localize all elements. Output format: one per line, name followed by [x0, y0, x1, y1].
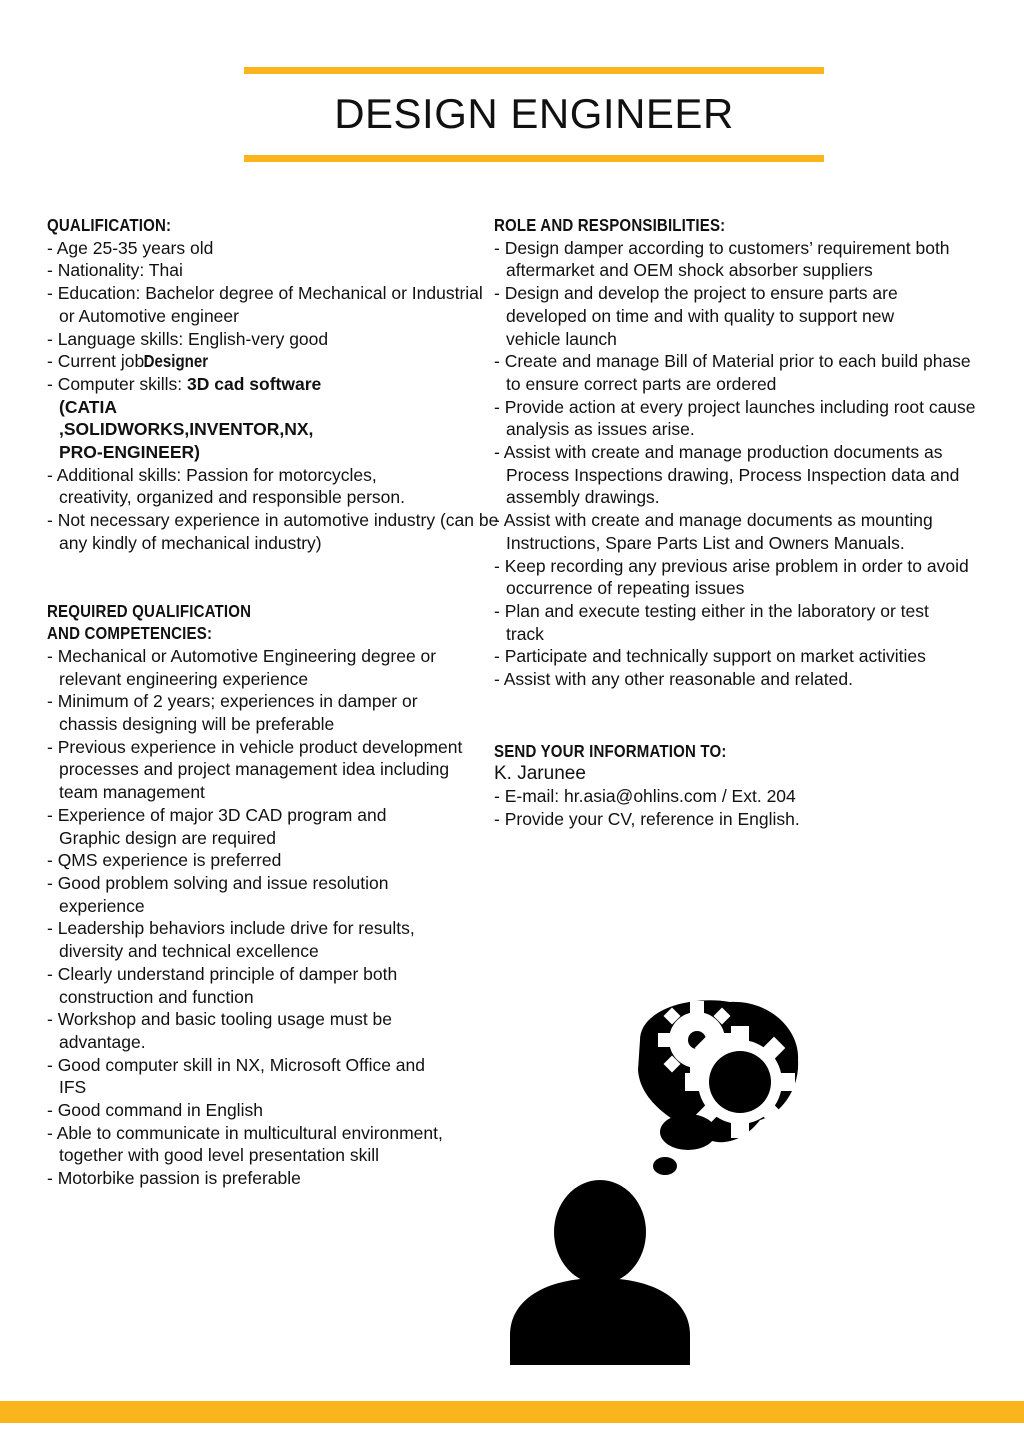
role-item: - Create and manage Bill of Material prior to each build phase to ensure correct parts are ordered [494, 351, 971, 394]
required-item: - QMS experience is preferred [47, 850, 282, 871]
required-item: - Workshop and basic tooling usage must be advantage. [47, 1009, 393, 1052]
required-item: - Good computer skill in NX, Microsoft Office and IFS [47, 1054, 426, 1098]
qualification-computer-skills [47, 373, 359, 464]
required-item: - Minimum of 2 years; experiences in damper or chassis designing will be preferable [47, 691, 418, 735]
required-heading-line1: REQUIRED QUALIFICATION [47, 600, 252, 621]
required-item: - Previous experience in vehicle product development processes and project management idea including team management [47, 736, 463, 803]
top-accent-rule [244, 67, 824, 74]
section-spacer [494, 691, 994, 740]
required-item: - Able to communicate in multicultural environment, together with good level presentation skill [47, 1122, 443, 1166]
qualification-language: - Language skills: English-very good [47, 328, 329, 349]
right-column [494, 214, 994, 831]
qualification-additional-skills: - Additional skills: Passion for motorcycles, creativity, organized and responsible person. [47, 464, 405, 508]
role-item: - Provide action at every project launches including root cause analysis as issues arise. [494, 396, 976, 440]
person-thinking-gears-icon [500, 995, 810, 1365]
qualification-nationality: - Nationality: Thai [47, 260, 183, 281]
computer-skills-label: - Computer skills: [47, 373, 188, 394]
qualification-section [47, 214, 499, 555]
required-item: - Leadership behaviors include drive for results, diversity and technical excellence [47, 918, 415, 962]
role-item: - Keep recording any previous arise problem in order to avoid occurrence of repeating issues [494, 555, 969, 599]
title-underline-rule [244, 155, 824, 162]
role-item: - Design and develop the project to ensure parts are developed on time and with quality to support new vehicle launch [494, 283, 898, 349]
required-item: - Experience of major 3D CAD program and Graphic design are required [47, 804, 387, 848]
required-item: - Clearly understand principle of damper both construction and function [47, 963, 398, 1007]
section-spacer [47, 555, 492, 600]
required-item: - Motorbike passion is preferable [47, 1168, 301, 1189]
required-item: - Good command in English [47, 1100, 263, 1121]
role-item: - Plan and execute testing either in the laboratory or test track [494, 600, 929, 644]
contact-section [494, 740, 994, 831]
current-job-value: Designer [143, 351, 209, 372]
page-title: DESIGN ENGINEER [334, 90, 734, 137]
roles-section [494, 214, 994, 691]
qualification-heading: QUALIFICATION: [47, 215, 172, 235]
contact-cv-note: - Provide your CV, reference in English. [494, 809, 800, 830]
qualification-experience: - Not necessary experience in automotive industry (can be any kindly of mechanical industry) [47, 510, 499, 553]
left-column [47, 214, 499, 1190]
current-job-label: - Current job: [47, 351, 154, 372]
contact-email: - E-mail: hr.asia@ohlins.com / Ext. 204 [494, 786, 796, 807]
contact-heading: SEND YOUR INFORMATION TO: [494, 740, 727, 761]
role-item: - Participate and technically support on market activities [494, 646, 926, 667]
roles-heading: ROLE AND RESPONSIBILITIES: [494, 215, 726, 235]
required-qualification-section [47, 600, 492, 1190]
bottom-accent-bar [0, 1401, 1024, 1423]
computer-skills-value: 3D cad software (CATIA ,SOLIDWORKS,INVENTOR,NX, PRO-ENGINEER) [59, 373, 322, 463]
qualification-education: - Education: Bachelor degree of Mechanical or Industrial or Automotive engineer [47, 283, 483, 326]
required-heading-line2: AND COMPETENCIES: [47, 623, 213, 644]
qualification-age: - Age 25-35 years old [47, 237, 214, 258]
role-item: - Assist with create and manage documents as mounting Instructions, Spare Parts List and Owners Manuals. [494, 510, 933, 553]
required-item: - Good problem solving and issue resolution experience [47, 872, 389, 916]
role-item: - Assist with create and manage production documents as Process Inspections drawing, Process Inspection data and assembly drawings. [494, 442, 960, 508]
contact-name: K. Jarunee [494, 763, 586, 785]
role-item: - Assist with any other reasonable and related. [494, 669, 853, 690]
qualification-current-job [47, 350, 492, 373]
required-item: - Mechanical or Automotive Engineering degree or relevant engineering experience [47, 645, 437, 689]
role-item: - Design damper according to customers’ requirement both aftermarket and OEM shock absorber suppliers [494, 237, 950, 281]
